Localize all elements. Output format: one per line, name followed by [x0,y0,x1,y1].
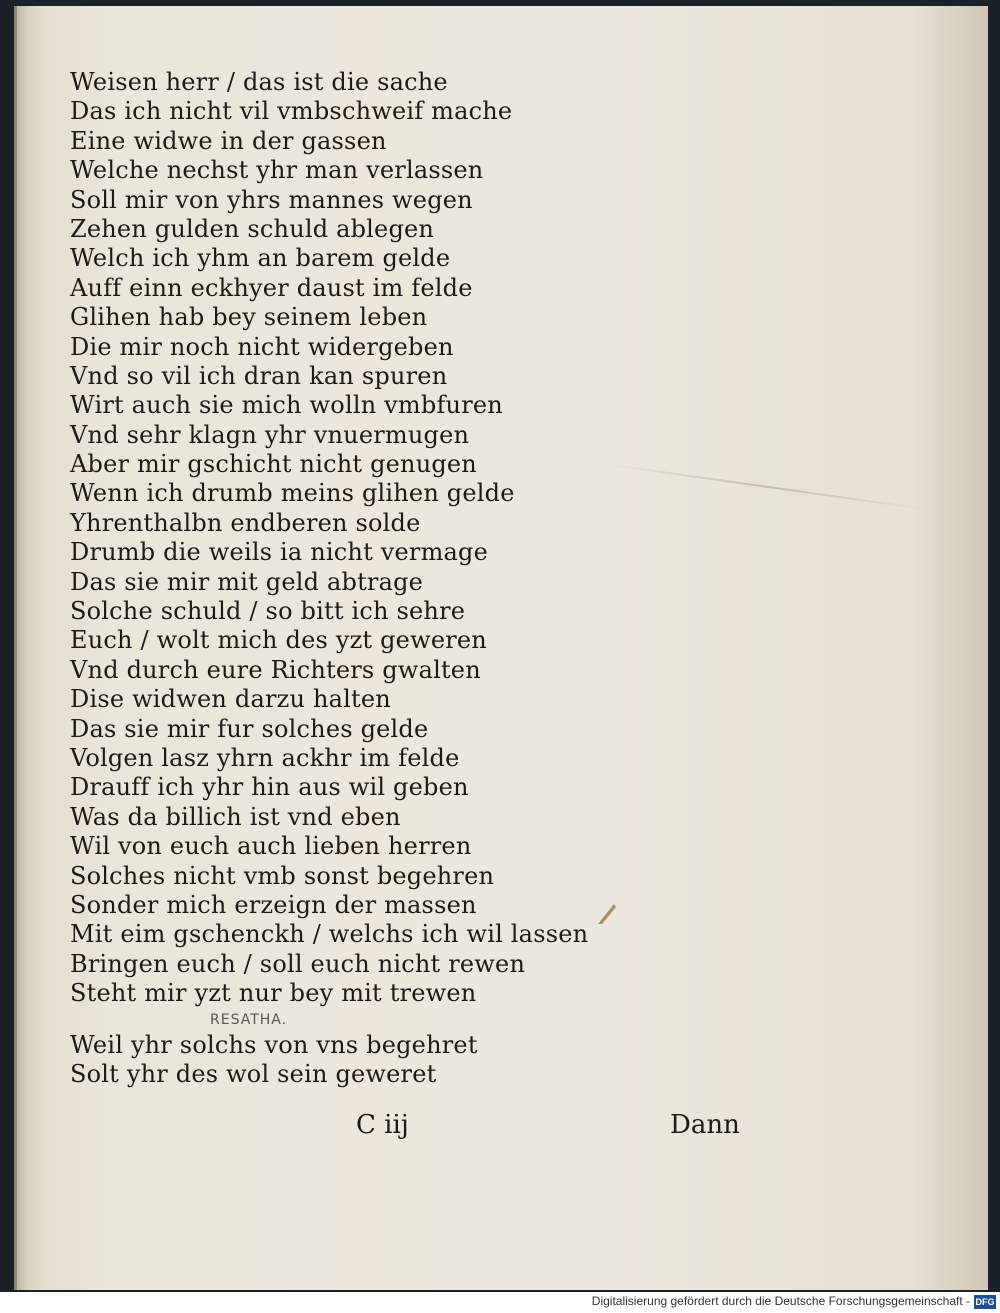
verse-line: Die mir noch nicht widergeben [70,332,454,361]
verse-line: Drumb die weils ia nicht vermage [70,538,489,567]
catchword: Dann [670,1110,740,1140]
verse-line: Wenn ich drumb meins glihen gelde [70,479,515,508]
verse-line: Wil von euch auch lieben herren [70,832,472,861]
verse-line: Mit eim gschenckh / welchs ich wil lassen [70,920,589,949]
verse-line: Das sie mir fur solches gelde [70,714,429,743]
verse-line: Dise widwen darzu halten [70,685,391,714]
credit-bar [0,1292,1000,1313]
verse-line: Soll mir von yhrs mannes wegen [70,185,473,214]
verse-line: Welche nechst yhr man verlassen [70,156,484,185]
verse-line: Solt yhr des wol sein geweret [70,1059,437,1088]
verse-line: Sonder mich erzeign der massen [70,890,477,919]
verse-line: Euch / wolt mich des yzt geweren [70,626,487,655]
dfg-logo: DFG [975,1297,995,1307]
page-crease [609,464,926,511]
funding-credit: Digitalisierung gefördert durch die Deutsche Forschungsgemeinschaft - [591,1294,970,1308]
ink-mark-icon [592,898,622,928]
verse-line: Yhrenthalbn endberen solde [70,508,421,537]
verse-line: Was da billich ist vnd eben [70,802,401,831]
speaker-name: RESATHA. [210,1011,288,1028]
verse-line: Glihen hab bey seinem leben [70,303,428,332]
verse-line: Vnd durch eure Richters gwalten [70,655,481,684]
verse-line: Auff einn eckhyer daust im felde [70,273,473,302]
verse-line: Drauff ich yhr hin aus wil geben [70,773,469,802]
verse-line: Das sie mir mit geld abtrage [70,567,424,596]
verse-line: Wirt auch sie mich wolln vmbfuren [70,391,503,420]
verse-line: Vnd so vil ich dran kan spuren [70,361,448,390]
verse-line: Zehen gulden schuld ablegen [70,214,435,243]
verse-line: Welch ich yhm an barem gelde [70,244,451,273]
verse-line: Solche schuld / so bitt ich sehre [70,597,466,626]
verse-line: Solches nicht vmb sonst begehren [70,861,495,890]
verse-line: Vnd sehr klagn yhr vnuermugen [70,420,470,449]
verse-line: Volgen lasz yhrn ackhr im felde [70,743,460,772]
verse-line: Aber mir gschicht nicht genugen [70,450,477,479]
verse-line: Das ich nicht vil vmbschweif mache [70,97,513,126]
verse-line: Bringen euch / soll euch nicht rewen [70,949,526,978]
verse-line: Steht mir yzt nur bey mit trewen [70,979,477,1008]
verse-line: Weisen herr / das ist die sache [70,68,448,96]
verse-text [70,68,610,1089]
page-footer [14,1110,988,1150]
verse-line: Eine widwe in der gassen [70,126,387,155]
binding-edge [14,6,17,1290]
signature-mark: C iij [356,1110,409,1140]
verse-line: Weil yhr solchs von vns begehret [70,1030,478,1059]
book-page [14,6,988,1290]
